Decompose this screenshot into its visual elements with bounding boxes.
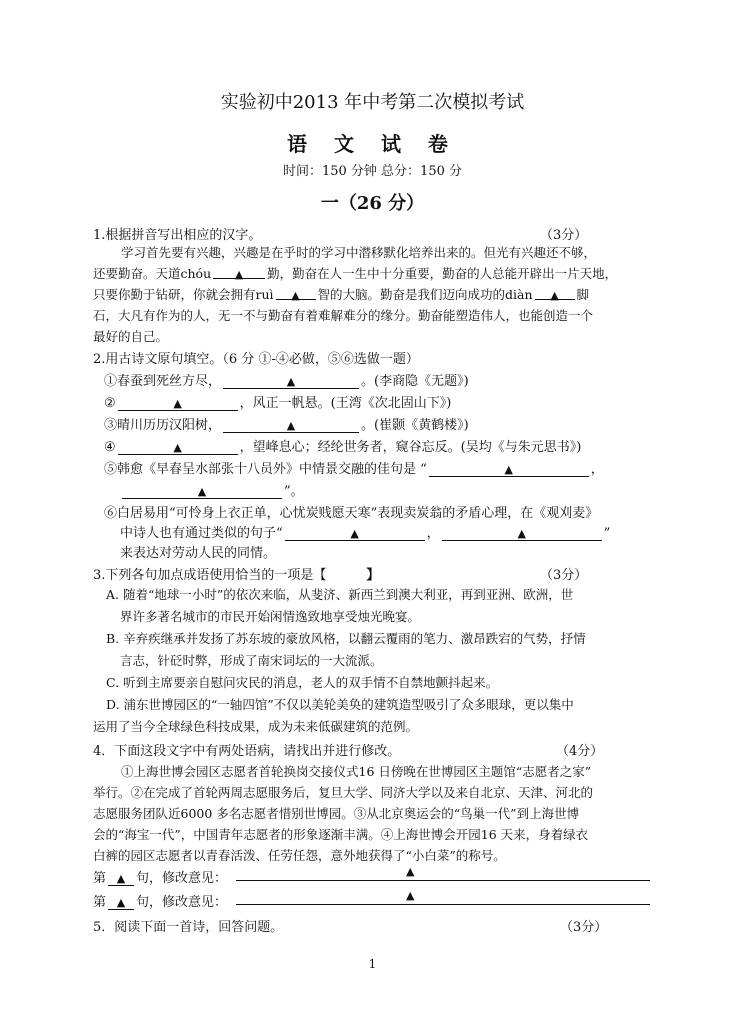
marker-icon: ▲ <box>550 289 559 302</box>
q2-item-3-source: 。(崔颢《黄鹤楼》) <box>361 418 469 433</box>
q2-item-6-comma: ， <box>426 526 440 541</box>
q1-line-3-text-b: 智的大脑。勤奋是我们迈向成功的diàn <box>317 287 533 302</box>
marker-icon: ▲ <box>286 419 296 432</box>
q1-score: （3分） <box>540 228 588 243</box>
q2-blank-5b[interactable] <box>122 484 282 499</box>
q4-answer-1 <box>93 867 227 886</box>
q2-item-5-text: ⑤韩愈《早春呈水部张十八员外》中情景交融的佳句是 “ <box>104 462 427 477</box>
q2-item-1-source: 。(李商隐《无题》) <box>361 374 469 389</box>
q2-prompt: 2.用古诗文原句填空。（6 分 ①-④必做，⑤⑥选做一题） <box>93 352 419 367</box>
q5-prompt: 5．阅读下面一首诗，回答问题。 <box>93 920 284 935</box>
q2-item-4-text: ，望峰息心；经纶世务者，窥谷忘反。(吴均《与朱元思书》) <box>239 440 582 455</box>
q2-blank-1[interactable] <box>223 374 359 389</box>
q2-blank-2[interactable] <box>118 396 238 411</box>
marker-icon: ▲ <box>406 865 415 878</box>
q4-score: （4分） <box>556 744 604 759</box>
q2-item-2-text: ，风正一帆悬。(王湾《次北固山下》) <box>239 396 452 411</box>
marker-icon: ▲ <box>173 397 182 410</box>
q4-sentence-blank-2[interactable] <box>108 895 134 910</box>
q1-line-2-text-b: 勤，勤奋在人一生中十分重要，勤奋的人总能开辟出一片天地， <box>267 266 618 281</box>
q2-item-6-line-1: ⑥白居易用“可怜身上衣正单，心忧炭贱愿天寒”表现卖炭翁的矛盾心理，在《观刈麦》 <box>104 506 599 521</box>
q2-item-4 <box>104 436 581 455</box>
marker-icon: ▲ <box>173 441 182 454</box>
q1-blank-chou[interactable] <box>213 264 265 279</box>
q1-line-3 <box>93 285 589 305</box>
q4-sentence-blank-1[interactable] <box>108 871 134 886</box>
marker-icon: ▲ <box>517 527 526 540</box>
q1-prompt: 1.根据拼音写出相应的汉字。 <box>93 228 262 243</box>
q2-item-6-text: 中诗人也有通过类似的句子“ <box>120 526 283 541</box>
q2-item-5-cont <box>120 480 304 499</box>
q3-option-a-cont: 界许多著名城市的市民开始闲情逸致地享受烛光晚宴。 <box>120 609 421 624</box>
q3-option-d-cont: 运用了当今全球绿色科技成果，成为未来低碳建筑的范例。 <box>93 719 419 734</box>
q4-prompt: 4．下面这段文字中有两处语病，请找出并进行修改。 <box>93 744 401 759</box>
q2-blank-6b[interactable] <box>442 526 602 541</box>
q3-option-c: C. 听到主席要亲自慰问灾民的消息，老人的双手情不自禁地颤抖起来。 <box>106 675 499 690</box>
q5-score: （3分） <box>560 920 608 935</box>
q2-blank-5a[interactable] <box>429 462 589 477</box>
q4-line-4: 会的“海宝一代”，中国青年志愿者的形象逐渐丰满。④上海世博会开园16 天来，身着绿衣 <box>93 827 589 842</box>
q1-line-2-text-a: 还要勤奋。天道chóu <box>93 266 212 281</box>
time-info: 时间：150 分钟 总分：150 分 <box>282 164 463 179</box>
q4-line-1: ①上海世博会园区志愿者首轮换岗交接仪式16 日傍晚在世博园区主题馆“志愿者之家” <box>121 764 592 779</box>
q4-answer-1-line[interactable] <box>236 880 650 881</box>
q3-option-b: B. 辛弃疾继承并发扬了苏东坡的豪放风格，以翻云覆雨的笔力、激昂跌宕的气势，抒情 <box>106 631 586 646</box>
q4-line-3: 志愿服务团队近6000 多名志愿者惜别世博园。③从北京奥运会的“鸟巢一代”到上海世博 <box>93 806 580 821</box>
q4-answer-2 <box>93 891 227 910</box>
page-number: 1 <box>368 957 377 971</box>
q3-prompt <box>93 564 379 583</box>
marker-icon: ▲ <box>116 872 126 885</box>
q2-blank-6a[interactable] <box>285 526 425 541</box>
q3-option-b-cont: 言志，针砭时弊，形成了南宋词坛的一大流派。 <box>120 653 383 668</box>
q4-answer-1-label: 句，修改意见： <box>136 871 228 886</box>
q2-item-6-line-3: 来表达对劳动人民的同情。 <box>120 546 277 561</box>
q4-answer-1-prefix: 第 <box>93 871 107 886</box>
q1-line-4: 石，大凡有作为的人，无一不与勤奋有着难解难分的缘分。勤奋能塑造伟人，也能创造一个 <box>93 308 594 323</box>
q3-bracket-close: 】 <box>366 568 380 583</box>
q2-item-5 <box>104 458 604 477</box>
q4-answer-2-prefix: 第 <box>93 895 107 910</box>
q4-answer-2-label: 句，修改意见： <box>136 895 228 910</box>
paper-subtitle: 语 文 试 卷 <box>287 132 458 156</box>
q2-item-2 <box>104 392 451 411</box>
q2-item-3-text: ③晴川历历汉阳树， <box>104 418 222 433</box>
q1-line-3-text-a: 只要你勤于钻研，你就会拥有ruì <box>93 287 274 302</box>
q2-item-5-close: ”。 <box>284 484 304 499</box>
q1-blank-rui[interactable] <box>276 285 316 300</box>
q1-line-3-text-c: 脚 <box>576 287 590 302</box>
q3-prompt-text: 3.下列各句加点成语使用恰当的一项是【 <box>93 568 327 583</box>
q2-item-4-num: ④ <box>104 440 116 455</box>
marker-icon: ▲ <box>406 889 415 902</box>
q2-item-3 <box>104 414 469 433</box>
marker-icon: ▲ <box>234 268 244 281</box>
q2-item-6-close: ” <box>603 526 611 541</box>
q2-item-1 <box>104 370 469 389</box>
q1-blank-dian[interactable] <box>535 285 575 300</box>
marker-icon: ▲ <box>291 289 300 302</box>
marker-icon: ▲ <box>286 375 296 388</box>
q2-blank-3[interactable] <box>223 418 359 433</box>
q3-option-a: A. 随着“地球一小时”的依次来临，从斐济、新西兰到澳大利亚，再到亚洲、欧洲，世 <box>106 587 574 602</box>
q2-item-5-comma: ， <box>590 462 604 477</box>
q2-item-6-line-2 <box>120 522 610 541</box>
marker-icon: ▲ <box>116 896 126 909</box>
q3-option-d: D. 浦东世博园区的“一轴四馆”不仅以美轮美奂的建筑造型吸引了众多眼球，更以集中 <box>106 697 574 712</box>
q2-blank-4[interactable] <box>118 440 238 455</box>
marker-icon: ▲ <box>350 527 359 540</box>
q2-item-1-text: ①春蚕到死丝方尽， <box>104 374 222 389</box>
marker-icon: ▲ <box>197 485 207 498</box>
exam-title: 实验初中2013 年中考第二次模拟考试 <box>220 92 525 113</box>
q3-score: （3分） <box>540 568 588 583</box>
q2-item-2-num: ② <box>104 396 116 411</box>
q1-line-2 <box>93 264 617 284</box>
q1-line-5: 最好的自己。 <box>93 329 169 344</box>
marker-icon: ▲ <box>504 463 514 476</box>
section-heading: 一（26 分） <box>320 193 425 214</box>
q1-line-1: 学习首先要有兴趣，兴趣是在乎时的学习中潜移默化培养出来的。但光有兴趣还不够， <box>121 245 597 260</box>
q4-answer-2-line[interactable] <box>236 904 650 905</box>
q4-line-5: 白裤的园区志愿者以青春活泼、任劳任怨，意外地获得了“小白菜”的称号。 <box>93 848 506 863</box>
q4-line-2: 举行。②在完成了首轮两周志愿服务后，复旦大学、同济大学以及来自北京、天津、河北的 <box>93 785 594 800</box>
